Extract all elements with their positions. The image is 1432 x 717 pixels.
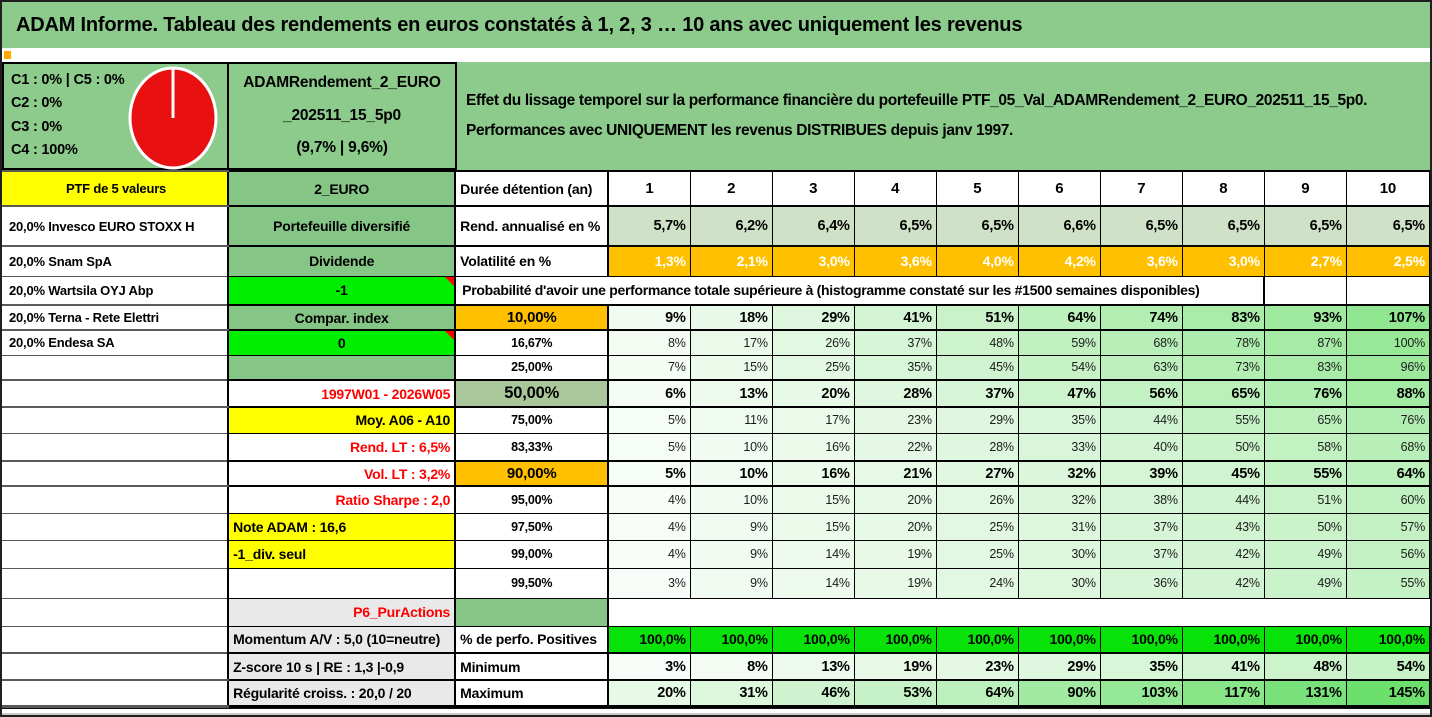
value-cell[interactable]: 100,0% xyxy=(1182,626,1264,653)
value-cell[interactable]: 11% xyxy=(690,407,772,433)
value-cell[interactable]: 5% xyxy=(608,433,690,461)
value-cell[interactable]: 100,0% xyxy=(1346,626,1429,653)
value-cell[interactable]: 23% xyxy=(936,653,1018,680)
value-cell[interactable]: 26% xyxy=(772,330,854,355)
comment-marker-icon xyxy=(445,331,454,340)
blank-cell[interactable] xyxy=(854,598,936,626)
value-cell[interactable]: 18% xyxy=(690,305,772,330)
value-cell[interactable]: 6% xyxy=(608,380,690,407)
allocation-cell[interactable] xyxy=(2,62,229,170)
value-cell[interactable]: 54% xyxy=(1018,355,1100,380)
holding-weight-cell[interactable]: 20,0% Invesco EURO STOXX H xyxy=(2,206,228,246)
value-cell[interactable]: 25% xyxy=(772,355,854,380)
percentile-cell[interactable]: 25,00% xyxy=(455,355,608,380)
value-cell[interactable]: 42% xyxy=(1182,540,1264,568)
year-header-cell[interactable]: 7 xyxy=(1100,171,1182,206)
value-cell[interactable]: 27% xyxy=(936,461,1018,486)
value-cell[interactable]: 20% xyxy=(854,513,936,540)
value-cell[interactable]: 73% xyxy=(1182,355,1264,380)
value-cell[interactable]: 35% xyxy=(854,355,936,380)
value-cell[interactable]: 64% xyxy=(1346,461,1429,486)
value-cell[interactable]: 56% xyxy=(1100,380,1182,407)
probability-title-cell[interactable]: Probabilité d'avoir une performance totale supérieure à (histogramme constaté sur les #1500 semaines disponibles) xyxy=(455,276,1264,305)
orange-marker xyxy=(4,51,11,59)
value-cell[interactable]: 96% xyxy=(1346,355,1429,380)
percentile-cell[interactable]: 75,00% xyxy=(455,407,608,433)
value-cell[interactable]: 35% xyxy=(1018,407,1100,433)
value-cell[interactable]: 42% xyxy=(1182,568,1264,598)
p6-puractions-cell[interactable]: P6_PurActions xyxy=(228,598,455,626)
value-cell[interactable]: 3,0% xyxy=(772,246,854,276)
value-cell[interactable]: 41% xyxy=(854,305,936,330)
value-cell[interactable]: 21% xyxy=(854,461,936,486)
percentile-cell[interactable]: 16,67% xyxy=(455,330,608,355)
momentum-cell[interactable]: Momentum A/V : 5,0 (10=neutre) xyxy=(228,626,455,653)
percentile-cell[interactable]: 95,00% xyxy=(455,486,608,513)
year-header-cell[interactable]: 8 xyxy=(1182,171,1264,206)
value-cell[interactable]: 2,5% xyxy=(1346,246,1429,276)
holding-weight-cell[interactable]: 20,0% Endesa SA xyxy=(2,330,228,355)
value-cell[interactable]: 31% xyxy=(690,680,772,706)
percentile-cell[interactable]: 83,33% xyxy=(455,433,608,461)
blank-cell[interactable] xyxy=(1182,598,1264,626)
value-cell[interactable]: 6,5% xyxy=(1346,206,1429,246)
value-cell[interactable]: 55% xyxy=(1182,407,1264,433)
constraint-cell[interactable]: -1 xyxy=(228,276,455,305)
value-cell[interactable]: 13% xyxy=(772,653,854,680)
empty-row-cell[interactable] xyxy=(2,433,228,461)
value-cell[interactable]: 76% xyxy=(1264,380,1346,407)
value-cell[interactable]: 3% xyxy=(608,653,690,680)
value-cell[interactable]: 59% xyxy=(1018,330,1100,355)
value-cell[interactable]: 3,6% xyxy=(854,246,936,276)
blank-cell[interactable] xyxy=(936,598,1018,626)
value-cell[interactable]: 47% xyxy=(1018,380,1100,407)
value-cell[interactable]: 3,0% xyxy=(1182,246,1264,276)
ptf-header-cell[interactable]: PTF de 5 valeurs xyxy=(2,171,228,206)
value-cell[interactable]: 58% xyxy=(1264,433,1346,461)
header-block xyxy=(2,62,1430,170)
value-cell[interactable]: 83% xyxy=(1264,355,1346,380)
year-header-cell[interactable]: 5 xyxy=(936,171,1018,206)
portfolio-name-line: (9,7% | 9,6%) xyxy=(296,139,388,157)
portfolio-name-cell[interactable] xyxy=(229,62,457,170)
minimum-label-cell[interactable]: Minimum xyxy=(455,653,608,680)
value-cell[interactable]: 100,0% xyxy=(608,626,690,653)
empty-row-cell[interactable] xyxy=(2,380,228,407)
value-cell[interactable]: 68% xyxy=(1346,433,1429,461)
vol-label-cell[interactable]: Volatilité en % xyxy=(455,246,608,276)
year-header-cell[interactable]: 9 xyxy=(1264,171,1346,206)
empty-row-cell[interactable] xyxy=(2,680,228,706)
value-cell[interactable]: 25% xyxy=(936,540,1018,568)
allocation-line: C4 : 100% xyxy=(11,142,78,159)
value-cell[interactable]: 56% xyxy=(1346,540,1429,568)
gap-row xyxy=(2,48,1430,62)
value-cell[interactable]: 14% xyxy=(772,540,854,568)
zscore-cell[interactable]: Z-score 10 s | RE : 1,3 |-0,9 xyxy=(228,653,455,680)
value-cell[interactable]: 40% xyxy=(1100,433,1182,461)
empty-row-cell[interactable] xyxy=(2,653,228,680)
year-header-cell[interactable]: 3 xyxy=(772,171,854,206)
value-cell[interactable]: 6,5% xyxy=(1182,206,1264,246)
value-cell[interactable]: 29% xyxy=(1018,653,1100,680)
value-cell[interactable]: 22% xyxy=(854,433,936,461)
empty-row-cell[interactable] xyxy=(2,407,228,433)
empty-attr-cell[interactable] xyxy=(228,568,455,598)
blank-cell[interactable] xyxy=(1100,598,1182,626)
page-title: ADAM Informe. Tableau des rendements en euros constatés à 1, 2, 3 … 10 ans avec uniquement les revenus xyxy=(16,13,1023,36)
portfolio-name-line: _202511_15_5p0 xyxy=(283,106,401,124)
value-cell[interactable]: 103% xyxy=(1100,680,1182,706)
value-cell[interactable]: 29% xyxy=(936,407,1018,433)
value-cell[interactable]: 24% xyxy=(936,568,1018,598)
value-cell[interactable]: 25% xyxy=(936,513,1018,540)
vol-lt-cell[interactable]: Vol. LT : 3,2% xyxy=(228,461,455,486)
sharpe-cell[interactable]: Ratio Sharpe : 2,0 xyxy=(228,486,455,513)
value-cell[interactable]: 100,0% xyxy=(936,626,1018,653)
blank-cell[interactable] xyxy=(1018,598,1100,626)
allocation-line: C2 : 0% xyxy=(11,95,62,112)
value-cell[interactable]: 20% xyxy=(854,486,936,513)
value-cell[interactable]: 26% xyxy=(936,486,1018,513)
value-cell[interactable]: 50% xyxy=(1182,433,1264,461)
note-adam-cell[interactable]: Note ADAM : 16,6 xyxy=(228,513,455,540)
value-cell[interactable]: 145% xyxy=(1346,680,1429,706)
value-cell[interactable]: 38% xyxy=(1100,486,1182,513)
value-cell[interactable]: 100,0% xyxy=(854,626,936,653)
value-cell[interactable]: 46% xyxy=(772,680,854,706)
value-cell[interactable]: 6,4% xyxy=(772,206,854,246)
description-cell[interactable] xyxy=(457,62,1430,170)
value-cell[interactable]: 65% xyxy=(1264,407,1346,433)
value-cell[interactable]: 6,5% xyxy=(1100,206,1182,246)
value-cell[interactable]: 36% xyxy=(1100,568,1182,598)
value-cell[interactable]: 15% xyxy=(772,486,854,513)
value-cell[interactable]: 17% xyxy=(690,330,772,355)
value-cell[interactable]: 87% xyxy=(1264,330,1346,355)
percentile-cell[interactable]: 99,00% xyxy=(455,540,608,568)
allocation-pie-chart[interactable] xyxy=(126,65,221,179)
year-header-cell[interactable]: 6 xyxy=(1018,171,1100,206)
empty-attr-cell[interactable] xyxy=(228,355,455,380)
allocation-line: C3 : 0% xyxy=(11,118,62,135)
value-cell[interactable]: 44% xyxy=(1100,407,1182,433)
value-cell[interactable]: 6,5% xyxy=(854,206,936,246)
value-cell[interactable]: 4,0% xyxy=(936,246,1018,276)
percentile-cell[interactable]: 50,00% xyxy=(455,380,608,407)
value-cell[interactable]: 8% xyxy=(608,330,690,355)
blank-cell[interactable] xyxy=(772,598,854,626)
value-cell[interactable]: 6,2% xyxy=(690,206,772,246)
value-cell[interactable]: 54% xyxy=(1346,653,1429,680)
value-cell[interactable]: 10% xyxy=(690,461,772,486)
holding-weight-cell[interactable]: 20,0% Terna - Rete Elettri xyxy=(2,305,228,330)
returns-table xyxy=(2,170,1430,708)
blank-cell[interactable] xyxy=(690,598,772,626)
value-cell[interactable]: 3% xyxy=(608,568,690,598)
value-cell[interactable]: 51% xyxy=(1264,486,1346,513)
value-cell[interactable]: 48% xyxy=(936,330,1018,355)
value-cell[interactable]: 57% xyxy=(1346,513,1429,540)
holding-weight-cell[interactable]: 20,0% Wartsila OYJ Abp xyxy=(2,276,228,305)
value-cell[interactable]: 49% xyxy=(1264,540,1346,568)
value-cell[interactable]: 37% xyxy=(1100,513,1182,540)
value-cell[interactable]: 8% xyxy=(690,653,772,680)
value-cell[interactable]: 78% xyxy=(1182,330,1264,355)
value-cell[interactable]: 19% xyxy=(854,653,936,680)
value-cell[interactable]: 4,2% xyxy=(1018,246,1100,276)
empty-row-cell[interactable] xyxy=(2,486,228,513)
value-cell[interactable]: 2,7% xyxy=(1264,246,1346,276)
percentile-cell[interactable]: 90,00% xyxy=(455,461,608,486)
value-cell[interactable]: 100,0% xyxy=(1264,626,1346,653)
value-cell[interactable]: 4% xyxy=(608,540,690,568)
value-cell[interactable]: 35% xyxy=(1100,653,1182,680)
empty-row-cell[interactable] xyxy=(2,626,228,653)
value-cell[interactable]: 117% xyxy=(1182,680,1264,706)
percentile-cell[interactable]: 97,50% xyxy=(455,513,608,540)
value-cell[interactable]: 5% xyxy=(608,407,690,433)
value-cell[interactable]: 15% xyxy=(690,355,772,380)
value-cell[interactable]: 3,6% xyxy=(1100,246,1182,276)
empty-row-cell[interactable] xyxy=(2,540,228,568)
value-cell[interactable]: 19% xyxy=(854,540,936,568)
value-cell[interactable]: 68% xyxy=(1100,330,1182,355)
value-cell[interactable]: 37% xyxy=(1100,540,1182,568)
blank-cell[interactable] xyxy=(1346,598,1429,626)
value-cell[interactable]: 1,3% xyxy=(608,246,690,276)
maximum-label-cell[interactable]: Maximum xyxy=(455,680,608,706)
description-line: Performances avec UNIQUEMENT les revenus DISTRIBUES depuis janv 1997. xyxy=(466,122,1013,139)
moyenne-cell[interactable]: Moy. A06 - A10 xyxy=(228,407,455,433)
value-cell[interactable]: 100,0% xyxy=(1100,626,1182,653)
value-cell[interactable]: 30% xyxy=(1018,568,1100,598)
value-cell[interactable]: 43% xyxy=(1182,513,1264,540)
year-header-cell[interactable]: 1 xyxy=(608,171,690,206)
regularite-cell[interactable]: Régularité croiss. : 20,0 / 20 xyxy=(228,680,455,706)
value-cell[interactable]: 100,0% xyxy=(1018,626,1100,653)
holding-weight-cell[interactable]: 20,0% Snam SpA xyxy=(2,246,228,276)
value-cell[interactable]: 28% xyxy=(854,380,936,407)
value-cell[interactable]: 41% xyxy=(1182,653,1264,680)
value-cell[interactable]: 76% xyxy=(1346,407,1429,433)
value-cell[interactable]: 55% xyxy=(1264,461,1346,486)
empty-value-cell[interactable] xyxy=(1264,276,1346,305)
title-bar-cell[interactable] xyxy=(2,2,1430,48)
value-cell[interactable]: 20% xyxy=(608,680,690,706)
div-seul-cell[interactable]: -1_div. seul xyxy=(228,540,455,568)
value-cell[interactable]: 31% xyxy=(1018,513,1100,540)
value-cell[interactable]: 65% xyxy=(1182,380,1264,407)
value-cell[interactable]: 51% xyxy=(936,305,1018,330)
constraint-cell[interactable]: 0 xyxy=(228,330,455,355)
year-header-cell[interactable]: 2 xyxy=(690,171,772,206)
value-cell[interactable]: 17% xyxy=(772,407,854,433)
green-spacer-cell[interactable] xyxy=(455,598,608,626)
value-cell[interactable]: 32% xyxy=(1018,486,1100,513)
value-cell[interactable]: 100,0% xyxy=(772,626,854,653)
value-cell[interactable]: 6,6% xyxy=(1018,206,1100,246)
value-cell[interactable]: 6,5% xyxy=(1264,206,1346,246)
value-cell[interactable]: 15% xyxy=(772,513,854,540)
diversified-cell[interactable]: Portefeuille diversifié xyxy=(228,206,455,246)
rend-label-cell[interactable]: Rend. annualisé en % xyxy=(455,206,608,246)
value-cell[interactable]: 4% xyxy=(608,486,690,513)
year-header-cell[interactable]: 10 xyxy=(1346,171,1429,206)
empty-row-cell[interactable] xyxy=(2,461,228,486)
value-cell[interactable]: 33% xyxy=(1018,433,1100,461)
value-cell[interactable]: 9% xyxy=(608,305,690,330)
comment-marker-icon xyxy=(445,277,454,286)
value-cell[interactable]: 28% xyxy=(936,433,1018,461)
year-header-cell[interactable]: 4 xyxy=(854,171,936,206)
period-cell[interactable]: 1997W01 - 2026W05 xyxy=(228,380,455,407)
empty-row-cell[interactable] xyxy=(2,513,228,540)
value-cell[interactable]: 50% xyxy=(1264,513,1346,540)
value-cell[interactable]: 7% xyxy=(608,355,690,380)
value-cell[interactable]: 88% xyxy=(1346,380,1429,407)
value-cell[interactable]: 30% xyxy=(1018,540,1100,568)
value-cell[interactable]: 93% xyxy=(1264,305,1346,330)
portfolio-id-cell[interactable]: 2_EURO xyxy=(228,171,455,206)
bottom-strip xyxy=(2,708,1430,716)
value-cell[interactable]: 16% xyxy=(772,433,854,461)
value-cell[interactable]: 20% xyxy=(772,380,854,407)
allocation-line: C1 : 0% | C5 : 0% xyxy=(11,72,125,88)
value-cell[interactable]: 32% xyxy=(1018,461,1100,486)
empty-row-cell[interactable] xyxy=(2,355,228,380)
percentile-cell[interactable]: 99,50% xyxy=(455,568,608,598)
value-cell[interactable]: 10% xyxy=(690,486,772,513)
value-cell[interactable]: 60% xyxy=(1346,486,1429,513)
value-cell[interactable]: 13% xyxy=(690,380,772,407)
rend-lt-cell[interactable]: Rend. LT : 6,5% xyxy=(228,433,455,461)
value-cell[interactable]: 9% xyxy=(690,540,772,568)
value-cell[interactable]: 100,0% xyxy=(690,626,772,653)
value-cell[interactable]: 9% xyxy=(690,568,772,598)
value-cell[interactable]: 131% xyxy=(1264,680,1346,706)
value-cell[interactable]: 2,1% xyxy=(690,246,772,276)
percentile-cell[interactable]: 10,00% xyxy=(455,305,608,330)
value-cell[interactable]: 48% xyxy=(1264,653,1346,680)
value-cell[interactable]: 45% xyxy=(1182,461,1264,486)
value-cell[interactable]: 23% xyxy=(854,407,936,433)
blank-cell[interactable] xyxy=(608,598,690,626)
value-cell[interactable]: 19% xyxy=(854,568,936,598)
value-cell[interactable]: 4% xyxy=(608,513,690,540)
value-cell[interactable]: 74% xyxy=(1100,305,1182,330)
portfolio-name-line: ADAMRendement_2_EURO xyxy=(243,74,441,92)
description-line: Effet du lissage temporel sur la performance financière du portefeuille PTF_05_Val_ADAMRendement_2_EURO_202511_15_5p0. xyxy=(466,91,1368,109)
empty-row-cell[interactable] xyxy=(2,568,228,598)
value-cell[interactable]: 49% xyxy=(1264,568,1346,598)
value-cell[interactable]: 5% xyxy=(608,461,690,486)
value-cell[interactable]: 107% xyxy=(1346,305,1429,330)
value-cell[interactable]: 10% xyxy=(690,433,772,461)
value-cell[interactable]: 5,7% xyxy=(608,206,690,246)
compar-index-cell[interactable]: Compar. index xyxy=(228,305,455,330)
value-cell[interactable]: 37% xyxy=(936,380,1018,407)
value-cell[interactable]: 83% xyxy=(1182,305,1264,330)
empty-value-cell[interactable] xyxy=(1346,276,1429,305)
value-cell[interactable]: 90% xyxy=(1018,680,1100,706)
value-cell[interactable]: 6,5% xyxy=(936,206,1018,246)
value-cell[interactable]: 64% xyxy=(1018,305,1100,330)
duration-header-cell[interactable]: Durée détention (an) xyxy=(455,171,608,206)
blank-cell[interactable] xyxy=(1264,598,1346,626)
value-cell[interactable]: 53% xyxy=(854,680,936,706)
value-cell[interactable]: 64% xyxy=(936,680,1018,706)
value-cell[interactable]: 16% xyxy=(772,461,854,486)
value-cell[interactable]: 29% xyxy=(772,305,854,330)
value-cell[interactable]: 37% xyxy=(854,330,936,355)
value-cell[interactable]: 45% xyxy=(936,355,1018,380)
value-cell[interactable]: 63% xyxy=(1100,355,1182,380)
value-cell[interactable]: 9% xyxy=(690,513,772,540)
empty-row-cell[interactable] xyxy=(2,598,228,626)
dividende-cell[interactable]: Dividende xyxy=(228,246,455,276)
value-cell[interactable]: 44% xyxy=(1182,486,1264,513)
positives-label-cell[interactable]: % de perfo. Positives xyxy=(455,626,608,653)
value-cell[interactable]: 39% xyxy=(1100,461,1182,486)
value-cell[interactable]: 14% xyxy=(772,568,854,598)
value-cell[interactable]: 55% xyxy=(1346,568,1429,598)
value-cell[interactable]: 100% xyxy=(1346,330,1429,355)
